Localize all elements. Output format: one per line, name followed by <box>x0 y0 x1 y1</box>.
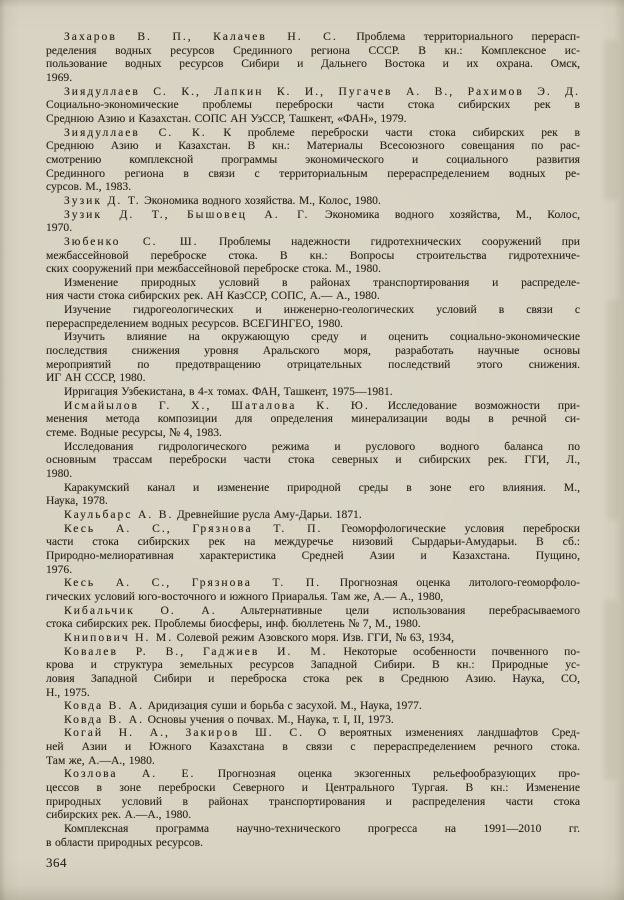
entry-line: последствия снижения уровня Аральского моря, разработать научные основы <box>46 344 580 358</box>
entry-author: Когай Н. А., Закиров Ш. С. <box>64 726 305 740</box>
entry-line <box>46 440 580 454</box>
entry-line <box>46 645 580 659</box>
scan-smudge <box>604 40 618 200</box>
entry-line-text: Экономика водного хозяйства. М., Колос, 1980. <box>144 193 381 207</box>
entry-line: Среднюю Азию и Казахстан. В кн.: Материалы Всесоюзного совещания по рас- <box>46 139 580 153</box>
entry-line: ния части стока сибирских рек. АН КазССР, СОПС, А.— А., 1980. <box>46 289 380 303</box>
bibliography-entry <box>46 126 580 194</box>
entry-line-text: Экономика водного хозяйства, М., Колос, <box>324 207 580 221</box>
entry-line: части стока сибирских рек на междуречье низовий Сырдарьи-Амударьи. В сб.: <box>46 535 580 549</box>
bibliography-entry <box>46 822 580 849</box>
entry-author: Кесь А. С., Грязнова Т. П. <box>64 521 323 535</box>
entry-line: Н., 1975. <box>46 685 90 699</box>
entry-line-text: Изучить влияние на окружающую среду и оценить социально-экономические <box>64 330 580 344</box>
page-number: 364 <box>46 855 67 870</box>
entry-line: сурсов. М., 1983. <box>46 180 132 194</box>
entry-line <box>46 126 580 140</box>
bibliography-entry <box>46 399 580 440</box>
entry-line: 1980. <box>46 467 73 480</box>
bibliography-entry <box>46 481 580 508</box>
entry-line: стока сибирских рек. Проблемы биосферы, инф. бюллетень № 7, М., 1980. <box>46 617 421 631</box>
entry-line: сибирских рек. А.—А., 1980. <box>46 808 192 822</box>
entry-line <box>46 194 580 208</box>
entry-line <box>46 604 580 618</box>
entry-line <box>46 208 580 222</box>
entry-line-text: Исследования гидрологического режима и руслового водного баланса по <box>64 439 580 453</box>
bibliography-entry <box>46 276 580 303</box>
entry-line <box>46 235 580 249</box>
entry-line-text: Солевой режим Азовского моря. Изв. ГГИ, № 63, 1934, <box>176 630 454 644</box>
bibliography-entry <box>46 330 580 385</box>
bibliography-entry <box>46 30 580 85</box>
entry-author: Зюбенко С. Ш. <box>64 234 199 248</box>
bibliography-entry <box>46 235 580 276</box>
entry-line <box>46 767 580 781</box>
entry-line-text: Исследование возможности при- <box>387 398 580 412</box>
entry-line <box>46 399 580 413</box>
entry-line: ловия Западной Сибири и переброска стока рек в Среднюю Азию. Наука, СО, <box>46 671 580 685</box>
entry-line: цессов в зоне переброски Северного и Центрального Тургая. В кн.: Изменение <box>46 781 580 795</box>
entry-line: основным трассам переброски части стока северных и сибирских рек. ГГИ, Л., <box>46 453 580 467</box>
bibliography-entry <box>46 508 580 522</box>
entry-line: 1970. <box>46 221 73 235</box>
entry-line-text: Некоторые особенности почвенного по- <box>343 644 580 658</box>
entry-line <box>46 330 580 344</box>
entry-author: Зиядуллаев С. К. <box>64 125 207 139</box>
entry-line: Там же, А.—А., 1980. <box>46 753 155 767</box>
entry-line-text: Изучение гидрогеологических и инженерно-геологических условий в связи с <box>64 303 580 317</box>
entry-line <box>46 303 580 317</box>
entry-line-text: Аридизация суши и борьба с засухой. М., Наука, 1977. <box>147 699 422 713</box>
entry-line: 1976. <box>46 562 73 576</box>
entry-line: в области природных ресурсов. <box>46 835 204 849</box>
entry-author: Исмайылов Г. Х., Шаталова К. Ю. <box>64 398 370 412</box>
entry-line-text: Геоморфологические условия переброски <box>341 521 581 535</box>
entry-author: Зиядуллаев С. К., Лапкин К. И., Пугачев А. В., Рахимов Э. Д. <box>64 84 580 98</box>
entry-author: Зузик Д. Т. <box>64 193 141 207</box>
entry-line-text: Изменение природных условий в районах транспортирования и распределе- <box>64 275 580 289</box>
entry-line: ределения водных ресурсов Срединного региона СССР. В кн.: Комплексное ис- <box>46 43 580 57</box>
entry-line: менения метода композиции для определения минерализации воды в речной си- <box>46 412 580 426</box>
entry-line: Социально-экономические проблемы переброски части стока сибирских рек в <box>46 98 580 112</box>
entry-line-text: К проблеме переброски части стока сибирских рек в <box>223 125 580 139</box>
entry-line: Наука, 1978. <box>46 494 108 508</box>
entry-line: межбассейновой переброске стока. В кн.: Вопросы строительства гидротехниче- <box>46 248 580 262</box>
entry-line <box>46 522 580 536</box>
entry-line-text: Ирригация Узбекистана, в 4-х томах. ФАН, Ташкент, 1975—1981. <box>64 385 393 399</box>
entry-line: Среднюю Азию и Казахстан. СОПС АН УзССР, Ташкент, «ФАН», 1979. <box>46 111 407 125</box>
entry-author: Кибальчик О. А. <box>64 603 217 617</box>
bibliography-entry <box>46 440 580 481</box>
entry-line <box>46 385 580 399</box>
entry-line <box>46 276 580 290</box>
entry-line: крова и структура земельных ресурсов Западной Сибири. В кн.: Природные ус- <box>46 658 580 672</box>
entry-line <box>46 822 580 836</box>
entry-line: мероприятий по предотвращению отрицательных последствий этого снижения. <box>46 357 580 371</box>
entry-line: ских сооружений при межбассейновой переброске стока. М., 1980. <box>46 262 381 276</box>
bibliography-entry <box>46 713 580 727</box>
bibliography-entry <box>46 522 580 577</box>
entry-line <box>46 481 580 495</box>
bibliography-entry <box>46 194 580 208</box>
entry-line: ИГ АН СССР, 1980. <box>46 371 146 385</box>
entry-line-text: Комплексная программа научно-технического прогресса на 1991—2010 гг. <box>64 822 580 836</box>
entry-line-text: Прогнозная оценка экзогенных рельефообразующих про- <box>217 767 580 781</box>
entry-line-text: Прогнозная оценка литолого-геоморфоло- <box>339 576 580 590</box>
bibliography-entry <box>46 645 580 700</box>
entry-author: Козлова А. Е. <box>64 767 196 781</box>
bibliography-entry <box>46 767 580 822</box>
bibliography-entry <box>46 208 580 235</box>
bibliography-list <box>46 30 580 849</box>
bibliography-entry <box>46 631 580 645</box>
entry-line-text: Основы учения о почвах. М., Наука, т. I, II, 1973. <box>147 712 394 726</box>
bibliography-entry <box>46 699 580 713</box>
entry-author: Зузик Д. Т., Бышовец А. Г. <box>64 207 310 221</box>
entry-line: Срединного региона в связи с территориальным перераспределением водных ре- <box>46 166 580 180</box>
entry-author: Каульбарс А. В. <box>64 507 174 521</box>
bibliography-entry <box>46 576 580 603</box>
entry-line: стеме. Водные ресурсы, № 4, 1983. <box>46 426 222 440</box>
bibliography-entry <box>46 604 580 631</box>
entry-line: ней Азии и Южного Казахстана в связи с перераспределением речного стока. <box>46 740 580 754</box>
entry-line <box>46 631 580 645</box>
entry-line: пользование водных ресурсов Сибири и Дальнего Востока и их охрана. Омск, <box>46 57 580 71</box>
entry-line: перераспределением водных ресурсов. ВСЕГИНГЕО, 1980. <box>46 316 344 330</box>
entry-line <box>46 713 580 727</box>
bibliography-entry <box>46 85 580 126</box>
entry-author: Книпович Н. М. <box>64 630 174 644</box>
entry-line: Природно-мелиоративная характеристика Средней Азии и Казахстана. Пущино, <box>46 548 580 562</box>
bibliography-entry <box>46 385 580 399</box>
entry-line: смотрению комплексной программы экономического и социального развития <box>46 152 580 166</box>
entry-author: Кесь А. С., Грязнова Т. П. <box>64 576 322 590</box>
entry-line <box>46 85 580 99</box>
entry-line <box>46 699 580 713</box>
bibliography-entry <box>46 303 580 330</box>
scan-smudge <box>604 600 617 780</box>
entry-author: Ковда В. А. <box>64 699 145 713</box>
entry-line <box>46 508 580 522</box>
entry-line: 1969. <box>46 70 73 84</box>
entry-line-text: Проблема территориального перерасп- <box>356 30 580 43</box>
entry-line-text: Альтернативные цели использования перебрасываемого <box>240 603 581 617</box>
entry-line: гических условий юго-восточного и южного Приаралья. Там же, А.— А., 1980, <box>46 589 444 603</box>
entry-line-text: Каракумский канал и изменение природной среды в зоне его влияния. М., <box>64 480 580 494</box>
entry-line <box>46 576 580 590</box>
entry-line: природных условий в районах транспортирования и распределения части стока <box>46 794 580 808</box>
entry-line <box>46 726 580 740</box>
bibliography-entry <box>46 726 580 767</box>
entry-line-text: Проблемы надежности гидротехнических сооружений при <box>218 234 580 248</box>
entry-author: Захаров В. П., Калачев Н. С. <box>64 30 338 43</box>
scan-smudge <box>607 300 619 520</box>
entry-line-text: О вероятных изменениях ландшафтов Сред- <box>317 726 581 740</box>
entry-line <box>46 30 580 44</box>
entry-author: Ковалев Р. В., Гаджиев И. М. <box>64 644 328 658</box>
entry-line-text: Древнейшие русла Аму-Дарьи. 1871. <box>176 507 362 521</box>
entry-author: Ковда В. А. <box>64 712 145 726</box>
